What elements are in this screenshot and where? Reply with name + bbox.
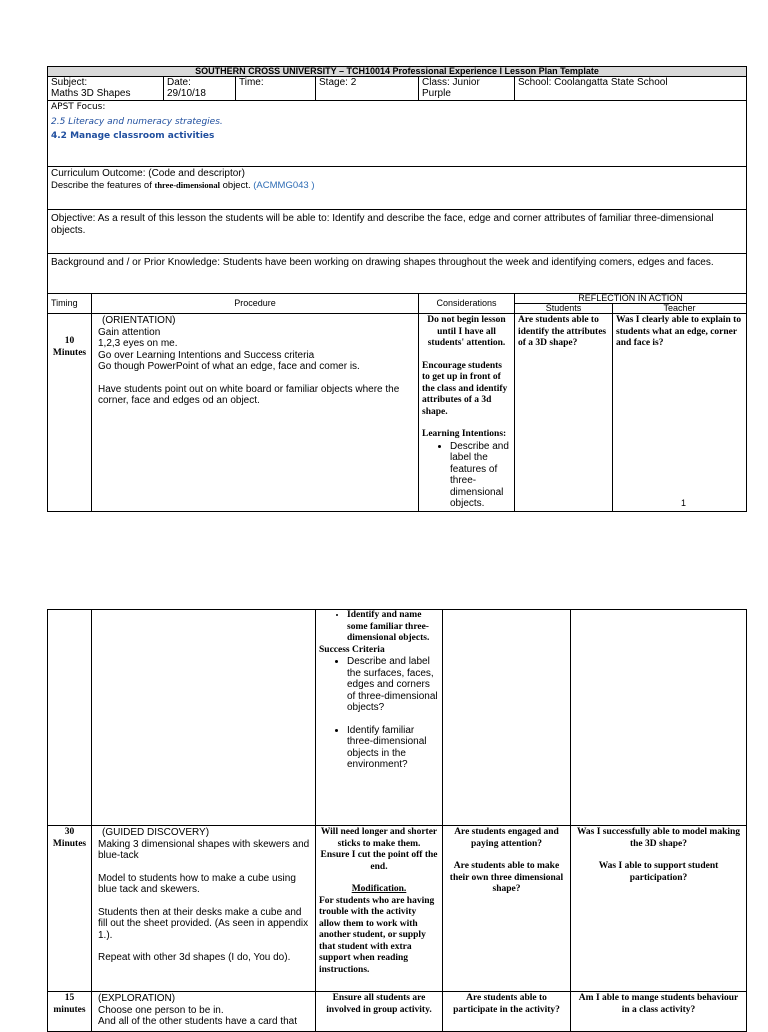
row2-teacher-1: Was I successfully able to model making the 3D shape? (576, 827, 741, 849)
apst-item-1: 2.5 Literacy and numeracy strategies. (51, 116, 223, 127)
lesson-plan-table-page-2 (47, 609, 747, 1032)
row1-considerations (419, 314, 515, 512)
date-value: 29/10/18 (167, 87, 206, 99)
students-header: Students (515, 304, 613, 314)
row1-cons-line-1: Do not begin lesson until I have all students' attention. (427, 315, 506, 348)
row3-proc-line-0: (EXPLORATION) (98, 993, 176, 1004)
row2-proc-line-3: Model to students how to make a cube using blue tack and skewers. (98, 872, 296, 895)
row2-students-1: Are students engaged and paying attention? (454, 827, 559, 849)
curriculum-label: Curriculum Outcome: (Code and descriptor) (51, 168, 245, 179)
school-label: School: Coolangatta State School (518, 77, 668, 88)
teacher-header: Teacher (613, 304, 747, 314)
row2-proc-line-5: Students then at their desks make a cube and fill out the sheet provided. (As seen in appendix 1.). (98, 906, 309, 941)
row2-timing-text: 30 Minutes (52, 827, 87, 849)
cont-procedure (92, 610, 316, 826)
learning-intentions-heading: Learning Intentions: (422, 429, 507, 439)
curriculum-text-serif: three-dimensional (154, 179, 220, 190)
success-criteria-list (319, 656, 439, 771)
apst-label: APST Focus: (51, 102, 106, 112)
row2-proc-line-6 (98, 941, 312, 952)
page-number: 1 (681, 498, 687, 508)
lesson-plan-table-page-1 (47, 66, 747, 512)
objective-cell (48, 210, 747, 254)
row1-proc-line-5 (98, 373, 415, 384)
row2-students-2: Are students able to make their own three dimensional shape? (449, 861, 564, 894)
row2-proc-line-4 (98, 896, 312, 907)
modification-text: For students who are having trouble with the activity allow them to work with another student, or supply that student with extra support when reading instructions. (319, 895, 435, 975)
row1-proc-line-0: (ORIENTATION) (102, 315, 176, 326)
curriculum-text-after: object. (219, 179, 254, 191)
row1-timing (48, 314, 92, 512)
row2-cons-line-1: Will need longer and shorter sticks to make them. (320, 827, 438, 849)
success-criteria-item: • Describe and label the surfaces, faces, edges and corners of three-dimensional objects? (347, 656, 439, 714)
row1-procedure (92, 314, 419, 512)
row2-teacher-reflection (571, 826, 747, 992)
curriculum-text-before: Describe the features of (51, 179, 155, 191)
row3-timing-text: 15 minutes (53, 993, 86, 1015)
row2-proc-line-2 (98, 862, 312, 873)
apst-item-2: 4.2 Manage classroom activities (51, 131, 215, 141)
row3-teacher-reflection: Am I able to mange students behaviour in a class activity? (571, 992, 747, 1032)
row2-considerations (316, 826, 443, 992)
success-criteria-heading: Success Criteria (319, 644, 385, 655)
row1-proc-line-3: Go over Learning Intentions and Success criteria (98, 349, 315, 361)
row2-teacher-2: Was I able to support student participation? (598, 861, 719, 883)
row1-proc-line-1: Gain attention (98, 326, 161, 338)
row1-cons-line-2: Encourage students to get up in front of the class and identify attributes of a 3d shape. (422, 360, 508, 417)
row2-cons-line-2: Ensure I cut the point off the end. (320, 850, 438, 872)
procedure-header: Procedure (92, 294, 419, 314)
subject-value: Maths 3D Shapes (51, 87, 131, 99)
date-cell (164, 77, 236, 101)
objective-text: Objective: As a result of this lesson the students will be able to: Identify and describe the face, edge and corner attributes of familiar three-dimensional objects. (51, 213, 714, 236)
class-cell (419, 77, 515, 101)
timing-header: Timing (48, 294, 92, 314)
stage-label: Stage: 2 (319, 77, 357, 88)
row2-proc-line-1: Making 3 dimensional shapes with skewers and blue-tack (98, 838, 310, 861)
learning-intentions-list (422, 441, 511, 510)
row3-timing (48, 992, 92, 1032)
cont-teacher (571, 610, 747, 826)
row1-proc-line-4: Go though PowerPoint of what an edge, face and comer is. (98, 361, 360, 372)
row1-proc-line-6: Have students point out on white board or familiar objects where the corner, face and edges od an object. (98, 383, 400, 406)
time-cell (236, 77, 316, 101)
row1-proc-line-2: 1,2,3 eyes on me. (98, 338, 178, 349)
considerations-header: Considerations (419, 294, 515, 314)
subject-label: Subject: (51, 77, 88, 88)
stage-cell (316, 77, 419, 101)
row3-procedure (92, 992, 316, 1032)
row3-proc-line-2: And all of the other students have a card that (98, 1016, 298, 1027)
row2-students-reflection (443, 826, 571, 992)
background-text: Background and / or Prior Knowledge: Students have been working on drawing shapes throughout the week and identifying comers, edges and faces. (51, 257, 714, 268)
date-label: Date: (167, 77, 191, 88)
row3-proc-line-1: Choose one person to be in. (98, 1004, 224, 1016)
row3-students-reflection: Are students able to participate in the activity? (443, 992, 571, 1032)
time-label: Time: (239, 77, 264, 88)
cont-timing (48, 610, 92, 826)
background-cell (48, 254, 747, 294)
learning-intention-item: • Identify and name some familiar three-dimensional objects. (347, 610, 439, 645)
class-label: Class: Junior (422, 77, 480, 88)
row2-procedure (92, 826, 316, 992)
class-value: Purple (422, 87, 451, 99)
school-cell (515, 77, 747, 101)
apst-focus-cell (48, 101, 747, 167)
row2-timing (48, 826, 92, 992)
modification-heading: Modification. (351, 884, 407, 894)
cont-students (443, 610, 571, 826)
row1-timing-text: 10 Minutes (52, 336, 87, 358)
reflection-header: REFLECTION IN ACTION (515, 294, 747, 304)
row3-considerations: Ensure all students are involved in group activity. (316, 992, 443, 1032)
curriculum-code-link[interactable]: (ACMMG043 ) (253, 179, 315, 191)
subject-cell (48, 77, 164, 101)
template-title: SOUTHERN CROSS UNIVERSITY – TCH10014 Professional Experience I Lesson Plan Template (48, 67, 747, 77)
row1-teacher-reflection: Was I clearly able to explain to students what an edge, corner and face is? (613, 314, 747, 512)
curriculum-outcome-cell (48, 167, 747, 210)
cont-learning-intentions-list (319, 610, 439, 645)
row1-students-reflection: Are students able to identify the attributes of a 3D shape? (515, 314, 613, 512)
success-criteria-item: • Identify familiar three-dimensional objects in the environment? (347, 725, 439, 771)
learning-intention-item: • Describe and label the features of three-dimensional objects. (450, 441, 511, 510)
curriculum-descriptor (51, 180, 743, 192)
row2-proc-line-0: (GUIDED DISCOVERY) (102, 827, 210, 838)
cont-considerations (316, 610, 443, 826)
row2-proc-line-7: Repeat with other 3d shapes (I do, You do). (98, 952, 291, 963)
